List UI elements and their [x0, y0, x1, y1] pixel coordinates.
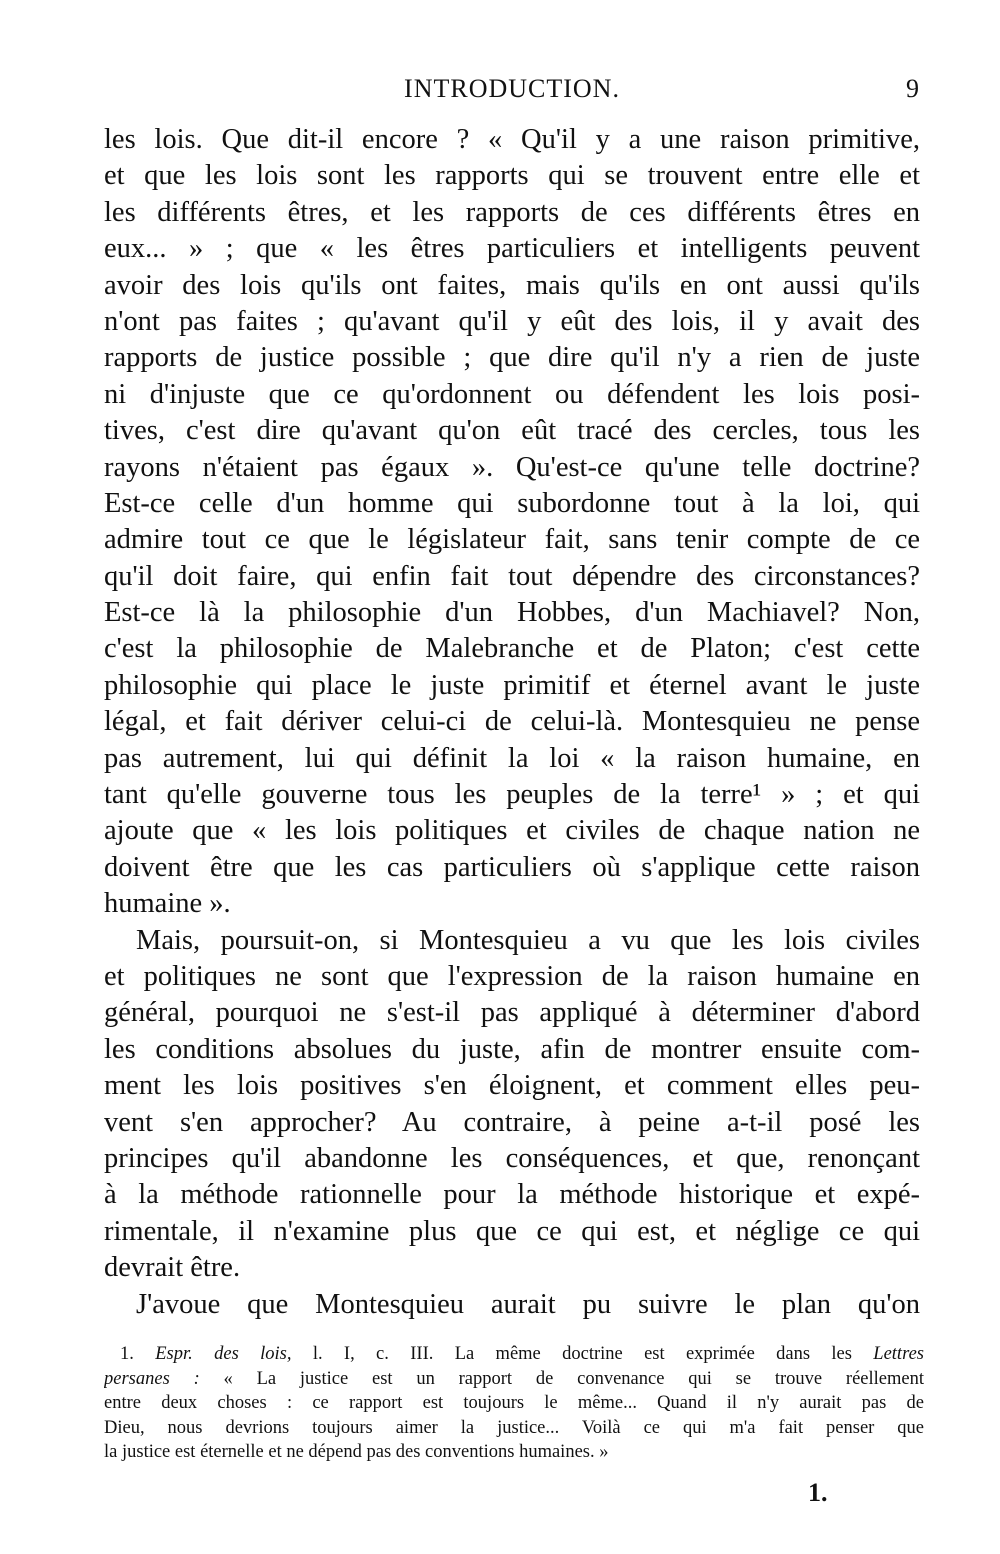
- signature-mark: 1.: [808, 1478, 828, 1507]
- text-line: tives, c'est dire qu'avant qu'on eût tracé des cercles, tous les: [104, 415, 920, 447]
- footnote-marker: 1.: [120, 1344, 134, 1364]
- text-line: les différents êtres, et les rapports de ces différents êtres en: [104, 196, 920, 228]
- text-line: et politiques ne sont que l'expression de la raison humaine en: [104, 960, 920, 992]
- text-line: général, pourquoi ne s'est-il pas appliqué à déterminer d'abord: [104, 997, 920, 1029]
- text-line: eux... » ; que « les êtres particuliers et intelligents peuvent: [104, 233, 920, 265]
- running-head: [104, 74, 920, 110]
- text-line: pas autrement, lui qui définit la loi « la raison humaine, en: [104, 742, 920, 774]
- footnote: [104, 1342, 924, 1465]
- text-line: tant qu'elle gouverne tous les peuples de la terre¹ » ; et qui: [104, 779, 920, 811]
- footnote-line: entre deux choses : ce rapport est toujours le même... Quand il n'y aurait pas de: [104, 1393, 924, 1414]
- footnote-line: [104, 1367, 924, 1392]
- text-line: avoir des lois qu'ils ont faites, mais qu'ils en ont aussi qu'ils: [104, 269, 920, 301]
- footnote-line: la justice est éternelle et ne dépend pas des conventions humaines. »: [104, 1442, 609, 1463]
- text-line: ment les lois positives s'en éloignent, et comment elles peu-: [104, 1070, 920, 1102]
- text-line: admire tout ce que le législateur fait, sans tenir compte de ce: [104, 524, 920, 556]
- footnote-work-title: Espr. des lois,: [155, 1344, 292, 1364]
- text-line: Est-ce là la philosophie d'un Hobbes, d'un Machiavel? Non,: [104, 597, 920, 629]
- text-line: c'est la philosophie de Malebranche et de Platon; c'est cette: [104, 633, 920, 665]
- footnote-line: Dieu, nous devrions toujours aimer la justice... Voilà ce qui m'a fait penser que: [104, 1417, 924, 1438]
- text-line: rimentale, il n'examine plus que ce qui est, et néglige ce qui: [104, 1215, 920, 1247]
- text-line: principes qu'il abandonne les conséquences, et que, renonçant: [104, 1142, 920, 1174]
- footnote-line: [104, 1342, 924, 1367]
- text-line: et que les lois sont les rapports qui se trouvent entre elle et: [104, 160, 920, 192]
- text-line: qu'il doit faire, qui enfin fait tout dépendre des circonstances?: [104, 560, 920, 592]
- text-line: n'ont pas faites ; qu'avant qu'il y eût des lois, il y avait des: [104, 305, 920, 337]
- text-line: les lois. Que dit-il encore ? « Qu'il y a une raison primitive,: [104, 124, 920, 155]
- text-line: rapports de justice possible ; que dire qu'il n'y a rien de juste: [104, 342, 920, 374]
- text-line: rayons n'étaient pas égaux ». Qu'est-ce qu'une telle doctrine?: [104, 451, 920, 483]
- text-line: à la méthode rationnelle pour la méthode historique et expé-: [104, 1179, 920, 1211]
- text-line: ajoute que « les lois politiques et civiles de chaque nation ne: [104, 815, 920, 847]
- text-line: devrait être.: [104, 1252, 241, 1284]
- footnote-reference: l. I, c. III. La même doctrine est exprimée dans les: [291, 1344, 874, 1364]
- text-line: légal, et fait dériver celui-ci de celui-là. Montesquieu ne pense: [104, 706, 920, 738]
- page-number: 9: [906, 74, 920, 103]
- paragraph-start-line: Mais, poursuit-on, si Montesquieu a vu que les lois civiles: [136, 924, 920, 956]
- text-line: Est-ce celle d'un homme qui subordonne tout à la loi, qui: [104, 487, 920, 519]
- body-text: [104, 122, 920, 1323]
- text-line: doivent être que les cas particuliers où s'applique cette raison: [104, 851, 920, 883]
- footnote-work-title-2: Lettres: [873, 1344, 924, 1364]
- text-line: les conditions absolues du juste, afin de montrer ensuite com-: [104, 1033, 920, 1065]
- footnote-text: « La justice est un rapport de convenance qui se trouve réellement: [199, 1368, 924, 1389]
- text-line: humaine ».: [104, 888, 231, 920]
- text-line: ni d'injuste que ce qu'ordonnent ou défendent les lois posi-: [104, 378, 920, 410]
- text-line: philosophie qui place le juste primitif et éternel avant le juste: [104, 669, 920, 701]
- running-title: INTRODUCTION.: [404, 74, 620, 103]
- paragraph-start-line: J'avoue que Montesquieu aurait pu suivre le plan qu'on: [136, 1288, 920, 1320]
- text-line: vent s'en approcher? Au contraire, à peine a-t-il posé les: [104, 1106, 920, 1138]
- footnote-work-title-3: persanes :: [104, 1368, 200, 1389]
